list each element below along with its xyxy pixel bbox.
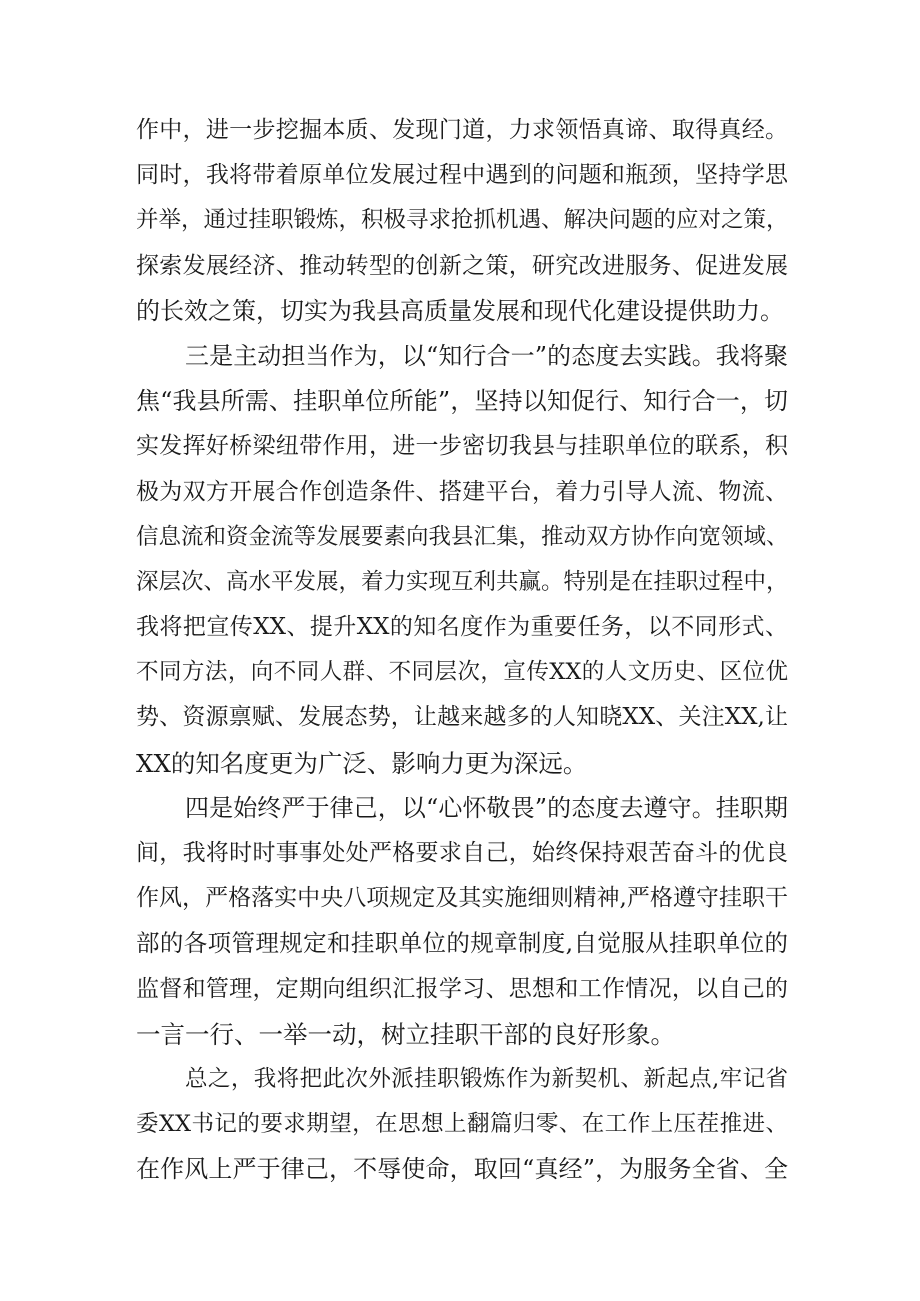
text-line: 焦“我县所需、挂职单位所能”，坚持以知促行、知行合一，切 <box>136 387 788 416</box>
paragraph-three <box>136 334 788 786</box>
text-line: 我将把宣传XX、提升XX的知名度作为重要任务，以不同形式、 <box>136 614 788 641</box>
text-line: 间，我将时时事事处处严格要求自己，始终保持艰苦奋斗的优良 <box>136 840 788 866</box>
text-line: 一言一行、一举一动，树立挂职干部的良好形象。 <box>136 1019 675 1049</box>
paragraph-four <box>136 786 788 1057</box>
text-line: 并举，通过挂职锻炼，积极寻求抢抓机遇、解决问题的应对之策， <box>136 207 789 234</box>
text-line: 四是始终严于律己，以“心怀敬畏”的态度去遵守。挂职期 <box>185 793 788 822</box>
text-line: 在作风上严于律己，不辱使命，取回“真经”，为服务全省、全 <box>136 1155 788 1184</box>
text-line: 实发挥好桥梁纽带作用，进一步密切我县与挂职单位的联系，积 <box>136 433 788 460</box>
text-line: 信息流和资金流等发展要素向我县汇集，推动双方协作向宽领域、 <box>136 523 789 550</box>
text-line: 不同方法，向不同人群、不同层次，宣传XX的人文历史、区位优 <box>136 659 788 686</box>
text-line: 作风，严格落实中央八项规定及其实施细则精神,严格遵守挂职干 <box>136 885 788 912</box>
paragraph-conclusion <box>136 1057 788 1193</box>
text-line: 部的各项管理规定和挂职单位的规章制度,自觉服从挂职单位的 <box>136 929 788 958</box>
paragraph-continuation <box>136 108 788 334</box>
text-line: 探索发展经济、推动转型的创新之策，研究改进服务、促进发展 <box>136 252 788 279</box>
text-line: 三是主动担当作为，以“知行合一”的态度去实践。我将聚 <box>185 341 788 370</box>
text-line: XX的知名度更为广泛、影响力更为深远。 <box>136 748 588 778</box>
text-line: 势、资源禀赋、发展态势，让越来越多的人知晓XX、关注XX,让 <box>136 704 788 731</box>
text-line: 的长效之策，切实为我县高质量发展和现代化建设提供助力。 <box>136 296 784 325</box>
text-line: 委XX书记的要求期望，在思想上翻篇归零、在工作上压茬推进、 <box>136 1111 788 1138</box>
text-line: 深层次、高水平发展，着力实现互利共赢。特别是在挂职过程中， <box>136 568 789 595</box>
text-line: 作中，进一步挖掘本质、发现门道，力求领悟真谛、取得真经。 <box>136 117 788 143</box>
text-line: 总之，我将把此次外派挂职锻炼作为新契机、新起点,牢记省 <box>185 1065 788 1092</box>
document-body <box>136 108 788 1193</box>
text-line: 同时，我将带着原单位发展过程中遇到的问题和瓶颈，坚持学思 <box>136 162 788 189</box>
text-line: 极为双方开展合作创造条件、搭建平台，着力引导人流、物流、 <box>136 478 788 505</box>
text-line: 监督和管理，定期向组织汇报学习、思想和工作情况，以自己的 <box>136 975 788 1002</box>
